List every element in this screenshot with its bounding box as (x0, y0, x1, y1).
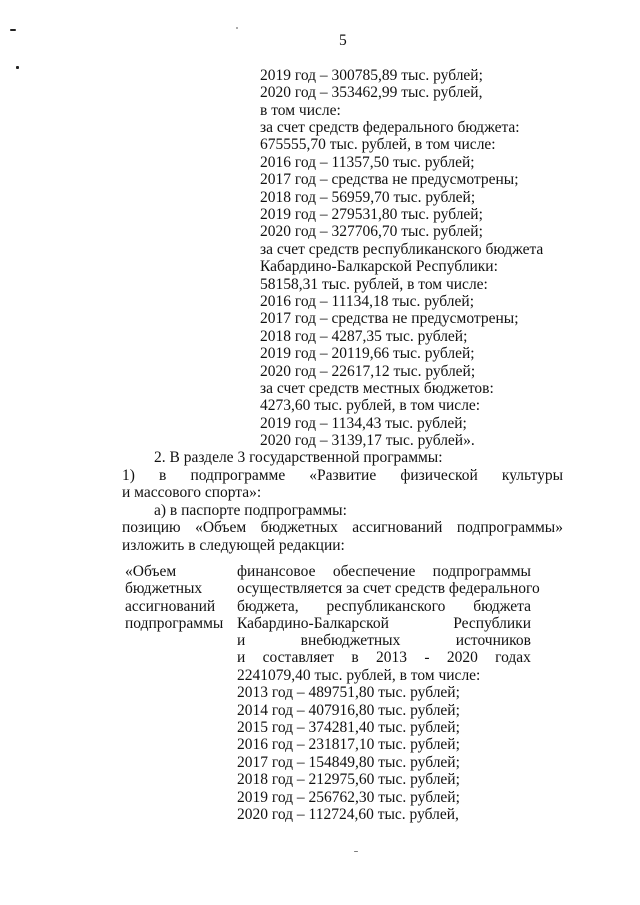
section-item-2: 2. В разделе 3 государственной программы: (154, 449, 443, 466)
table-value-line: 2015 год – 374281,40 тыс. рублей; (237, 719, 460, 736)
justified-word: республиканского (326, 598, 446, 615)
budget-line: Кабардино-Балкарской Республики: (260, 258, 498, 275)
justified-word: в (159, 467, 167, 484)
table-value-line (237, 563, 531, 581)
scan-mark-top (236, 27, 238, 29)
table-value-line (237, 632, 531, 650)
budget-line: за счет средств федерального бюджета: (260, 119, 520, 136)
table-value-line: 2019 год – 256762,30 тыс. рублей; (237, 789, 460, 806)
justified-word: Республики (453, 615, 531, 632)
position-continuation: изложить в следующей редакции: (122, 537, 345, 554)
justified-word: 2020 (446, 649, 478, 666)
budget-line: 2019 год – 1134,43 тыс. рублей; (260, 415, 467, 432)
table-label-line: подпрограммы (125, 615, 224, 632)
justified-word: Кабардино-Балкарской (237, 615, 389, 632)
budget-line: 2018 год – 56959,70 тыс. рублей; (260, 189, 476, 206)
budget-line: 2018 год – 4287,35 тыс. рублей; (260, 328, 468, 345)
budget-line: 2017 год – средства не предусмотрены; (260, 171, 519, 188)
budget-line: 4273,60 тыс. рублей, в том числе: (260, 397, 481, 414)
justified-word: бюджета (473, 598, 531, 615)
justified-word: источников (455, 632, 531, 649)
table-value-line: 2017 год – 154849,80 тыс. рублей; (237, 754, 460, 771)
budget-line: 2017 год – средства не предусмотрены; (260, 310, 519, 327)
justified-word: культуры (501, 467, 563, 484)
page-number: 5 (339, 32, 347, 49)
budget-line: 2019 год – 300785,89 тыс. рублей; (260, 67, 483, 84)
justified-word: финансовое (237, 563, 316, 580)
justified-word: позицию (122, 519, 181, 536)
justified-word: 1) (122, 467, 135, 484)
justified-word: обеспечение (332, 563, 416, 580)
justified-word: внебюджетных (300, 632, 401, 649)
budget-line: в том числе: (260, 102, 341, 119)
item-a: а) в паспорте подпрограммы: (154, 502, 347, 519)
budget-line: за счет средств местных бюджетов: (260, 380, 494, 397)
budget-line: 2020 год – 327706,70 тыс. рублей; (260, 223, 483, 240)
justified-word: физической (400, 467, 478, 484)
budget-line: 2020 год – 3139,17 тыс. рублей». (260, 432, 475, 449)
scan-mark-bottom (354, 851, 358, 852)
budget-line: 2019 год – 20119,66 тыс. рублей; (260, 345, 475, 362)
justified-word: составляет (262, 649, 334, 666)
scan-mark-top-left (10, 29, 16, 31)
justified-word: подпрограммы (432, 563, 531, 580)
budget-line: 2016 год – 11357,50 тыс. рублей; (260, 154, 475, 171)
scan-mark-left (16, 66, 19, 69)
table-value-line (237, 598, 531, 616)
justified-word: подпрограмме (190, 467, 286, 484)
item-1-continuation: и массового спорта»: (122, 484, 262, 501)
justified-word: - (424, 649, 430, 666)
table-value-line (237, 649, 531, 667)
justified-word: бюджета, (237, 598, 299, 615)
justified-word: ассигнований (352, 519, 443, 536)
budget-line: 2016 год – 11134,18 тыс. рублей; (260, 293, 475, 310)
position-line (122, 519, 563, 537)
budget-line: 2019 год – 279531,80 тыс. рублей; (260, 206, 483, 223)
table-value-line: 2016 год – 231817,10 тыс. рублей; (237, 736, 460, 753)
table-value-line: 2020 год – 112724,60 тыс. рублей, (237, 806, 459, 823)
justified-word: 2013 (375, 649, 407, 666)
budget-line: за счет средств республиканского бюджета (260, 241, 544, 258)
justified-word: и (237, 649, 246, 666)
table-value-line: 2014 год – 407916,80 тыс. рублей; (237, 702, 460, 719)
budget-line: 675555,70 тыс. рублей, в том числе: (260, 136, 496, 153)
justified-word: «Объем (195, 519, 247, 536)
justified-word: и (237, 632, 246, 649)
table-label-line: «Объем (125, 563, 177, 580)
table-value-line: 2241079,40 тыс. рублей, в том числе: (237, 667, 481, 684)
justified-word: подпрограммы» (456, 519, 563, 536)
justified-word: «Развитие (309, 467, 377, 484)
justified-word: бюджетных (260, 519, 338, 536)
table-label-line: ассигнований (125, 598, 216, 615)
item-1-line (122, 467, 563, 485)
budget-line: 2020 год – 22617,12 тыс. рублей; (260, 363, 476, 380)
table-value-line: 2018 год – 212975,60 тыс. рублей; (237, 771, 460, 788)
table-value-line (237, 615, 531, 633)
budget-line: 2020 год – 353462,99 тыс. рублей, (260, 84, 483, 101)
budget-line: 58158,31 тыс. рублей, в том числе: (260, 276, 488, 293)
justified-word: в (351, 649, 359, 666)
table-label-line: бюджетных (125, 580, 203, 597)
table-value-line: 2013 год – 489751,80 тыс. рублей; (237, 684, 460, 701)
table-value-line: осуществляется за счет средств федерального (237, 580, 540, 597)
justified-word: годах (495, 649, 531, 666)
